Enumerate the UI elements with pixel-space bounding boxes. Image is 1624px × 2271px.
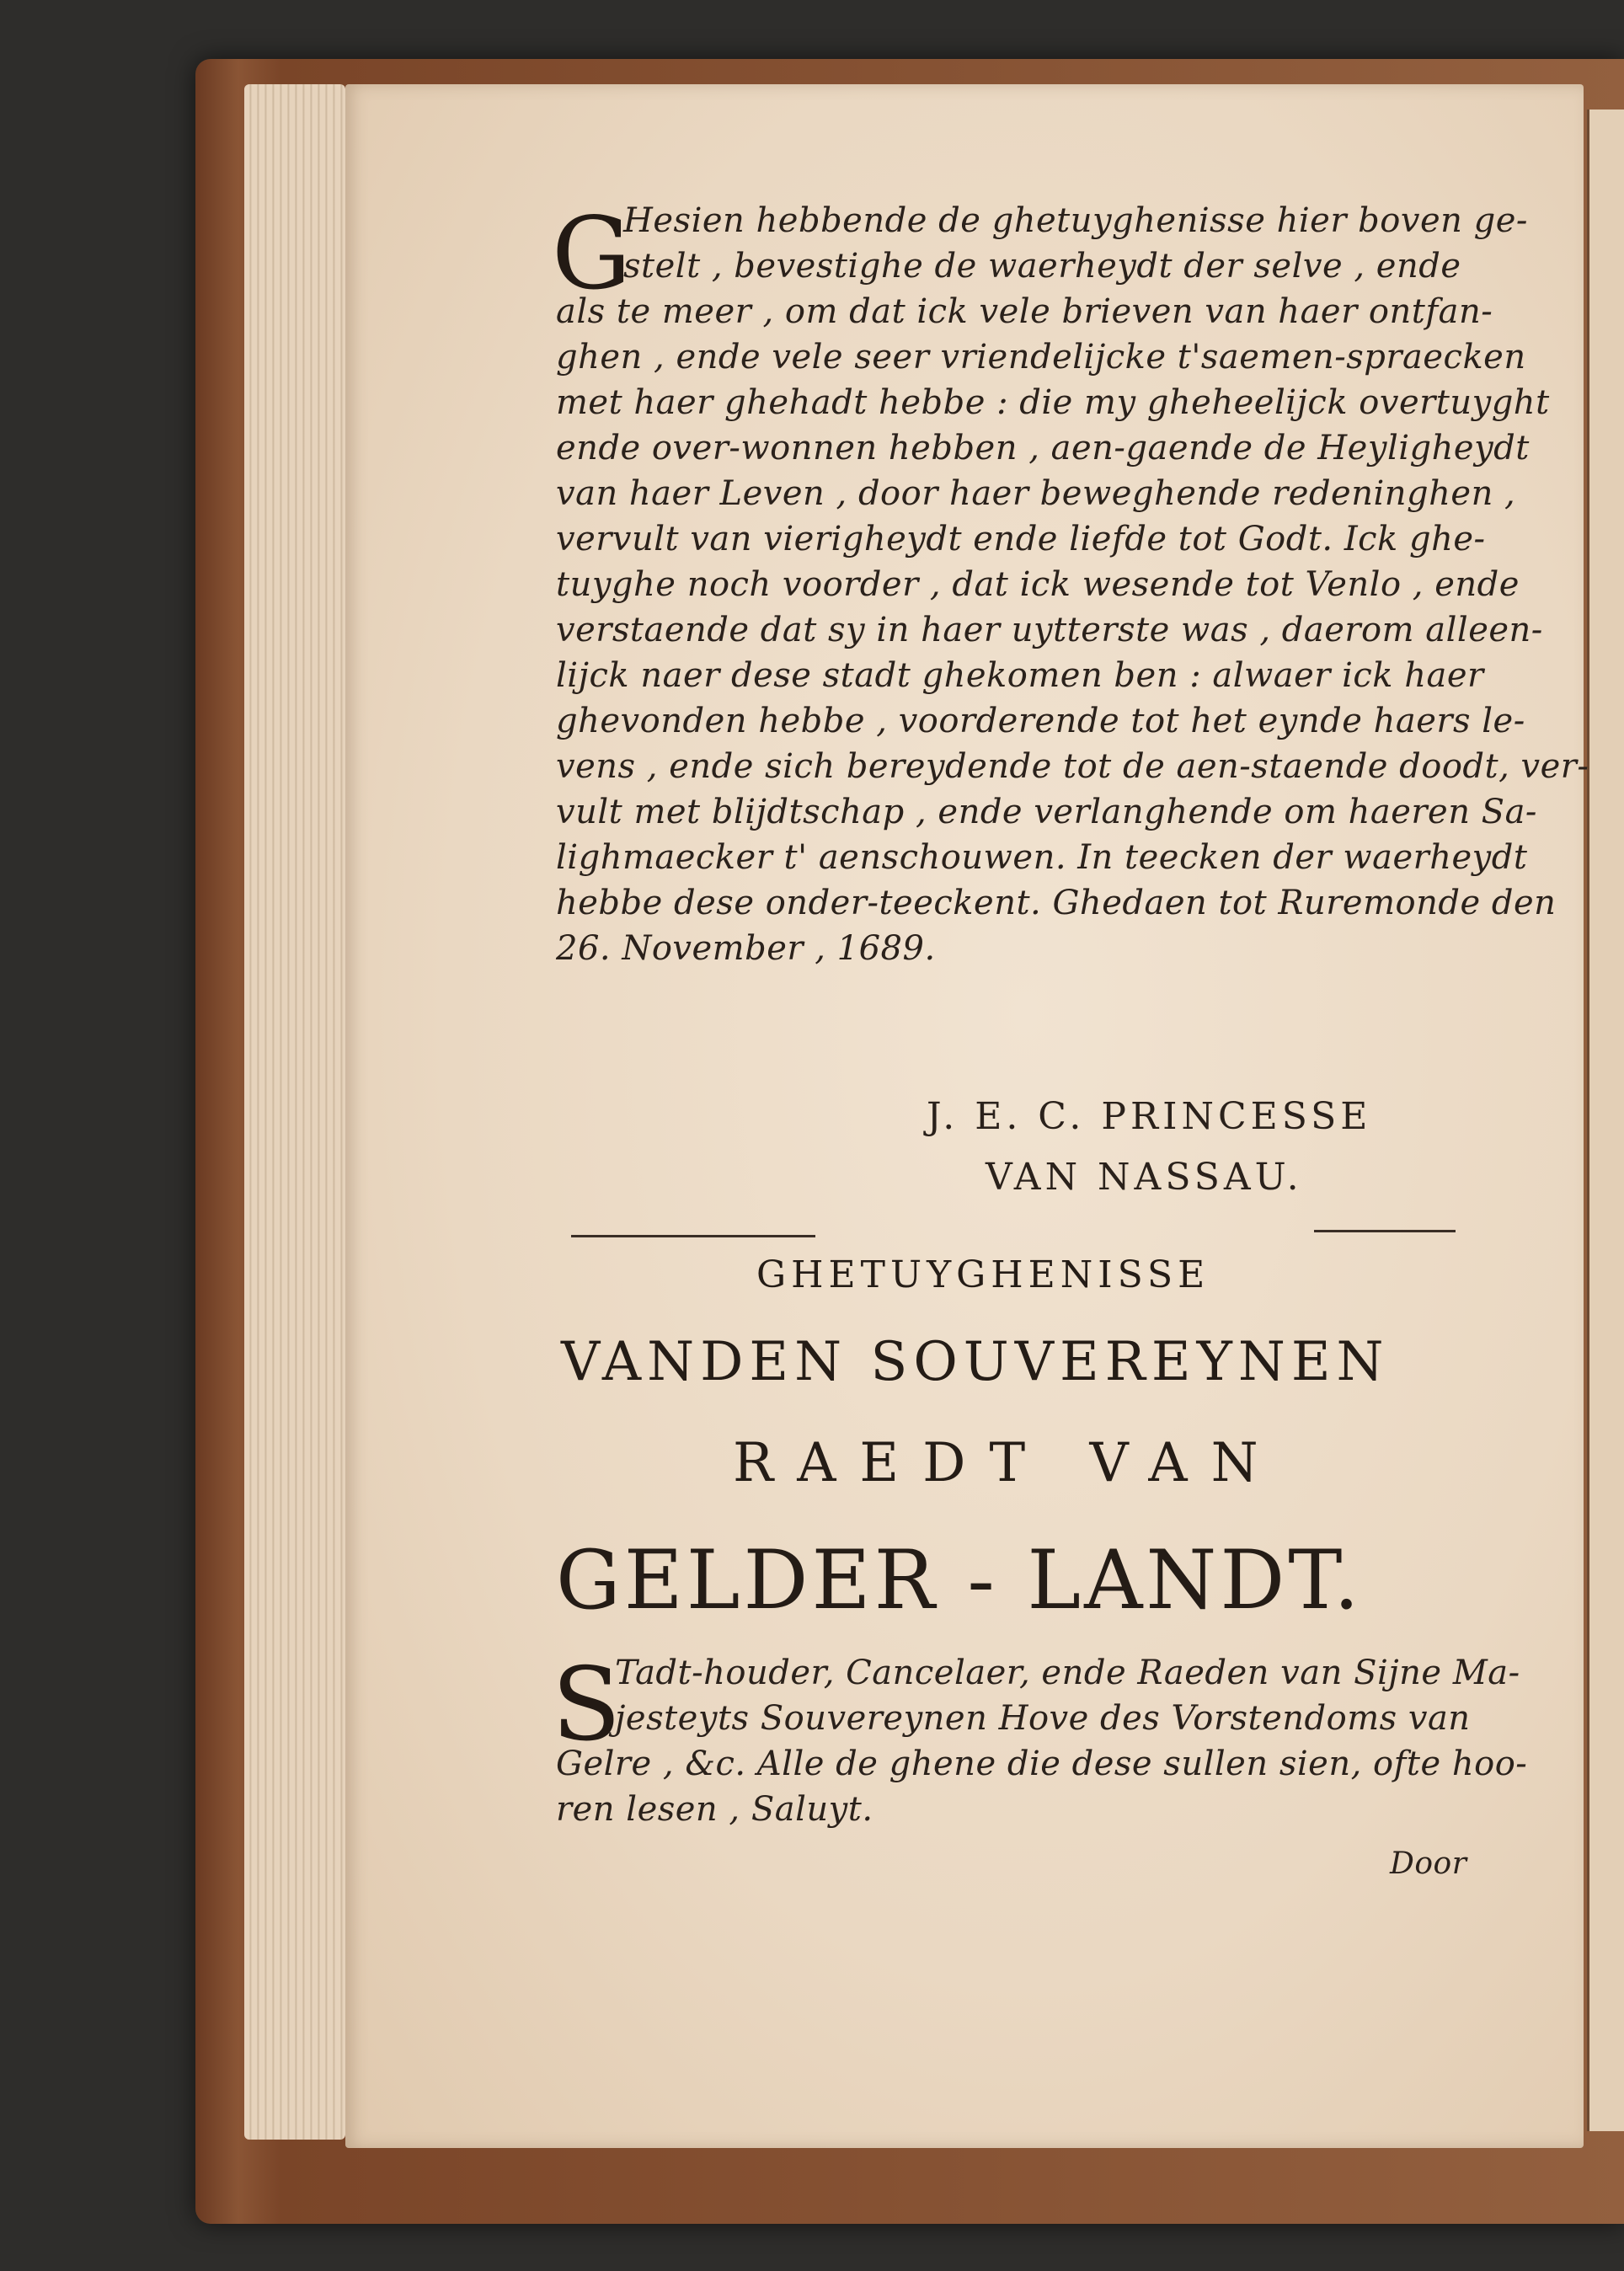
section-title-line-3: RAEDT VAN (733, 1432, 1282, 1494)
decree-paragraph (556, 1653, 1528, 1838)
paragraph-line: Hesien hebbende de ghetuyghenisse hier boven ge- (623, 201, 1528, 240)
paragraph-line: vervult van vierigheydt ende liefde tot Godt. Ick ghe- (556, 520, 1486, 558)
paragraph-line: vens , ende sich bereydende tot de aen-staende doodt, ver- (556, 747, 1589, 786)
paragraph-line: verstaende dat sy in haer uytterste was , daerom alleen- (556, 611, 1543, 649)
page-edges (244, 84, 345, 2140)
paragraph-line: tuyghe noch voorder , dat ick wesende tot Venlo , ende (556, 565, 1520, 604)
section-title-line-4: GELDER - LANDT. (556, 1533, 1363, 1627)
paragraph-line: stelt , bevestighe de waerheydt der selve , ende (623, 247, 1461, 286)
signature-line-1: J. E. C. PRINCESSE (927, 1095, 1372, 1138)
testimony-paragraph (556, 200, 1589, 992)
signature-line-2: VAN NASSAU. (986, 1156, 1303, 1199)
catchword: Door (1390, 1846, 1467, 1881)
paragraph-line: lighmaecker t' aenschouwen. In teecken der waerheydt (556, 838, 1528, 877)
paragraph-line: jesteyts Souvereynen Hove des Vorstendoms van (615, 1699, 1471, 1738)
paragraph-line: 26. November , 1689. (556, 929, 936, 968)
drop-cap-s: S (552, 1647, 622, 1764)
section-title-line-2: VANDEN SOUVEREYNEN (561, 1331, 1390, 1393)
paragraph-line: hebbe dese onder-teeckent. Ghedaen tot Ruremonde den (556, 884, 1557, 922)
paragraph-line: ghen , ende vele seer vriendelijcke t'saemen-spraecken (556, 338, 1526, 377)
facing-page-edge (1587, 110, 1624, 2131)
paragraph-line: ghevonden hebbe , voorderende tot het eynde haers le- (556, 702, 1525, 740)
paragraph-line: Tadt-houder, Cancelaer, ende Raeden van Sijne Ma- (615, 1654, 1520, 1692)
drop-cap-g: G (552, 195, 632, 312)
divider-rule-left (571, 1235, 815, 1237)
paragraph-line: ren lesen , Saluyt. (556, 1790, 873, 1829)
paragraph-line: vult met blijdtschap , ende verlanghende om haeren Sa- (556, 793, 1537, 831)
section-title-line-1: GHETUYGHENISSE (756, 1253, 1210, 1296)
paragraph-line: ende over-wonnen hebben , aen-gaende de Heyligheydt (556, 429, 1530, 468)
paragraph-line: Gelre , &c. Alle de ghene die dese sullen sien, ofte hoo- (556, 1745, 1528, 1783)
divider-rule-right (1314, 1230, 1456, 1232)
paragraph-line: van haer Leven , door haer beweghende redeninghen , (556, 474, 1516, 513)
paragraph-line: als te meer , om dat ick vele brieven van haer ontfan- (556, 292, 1493, 331)
paragraph-line: met haer ghehadt hebbe : die my gheheelijck overtuyght (556, 383, 1550, 422)
paragraph-line: lijck naer dese stadt ghekomen ben : alwaer ick haer (556, 656, 1484, 695)
